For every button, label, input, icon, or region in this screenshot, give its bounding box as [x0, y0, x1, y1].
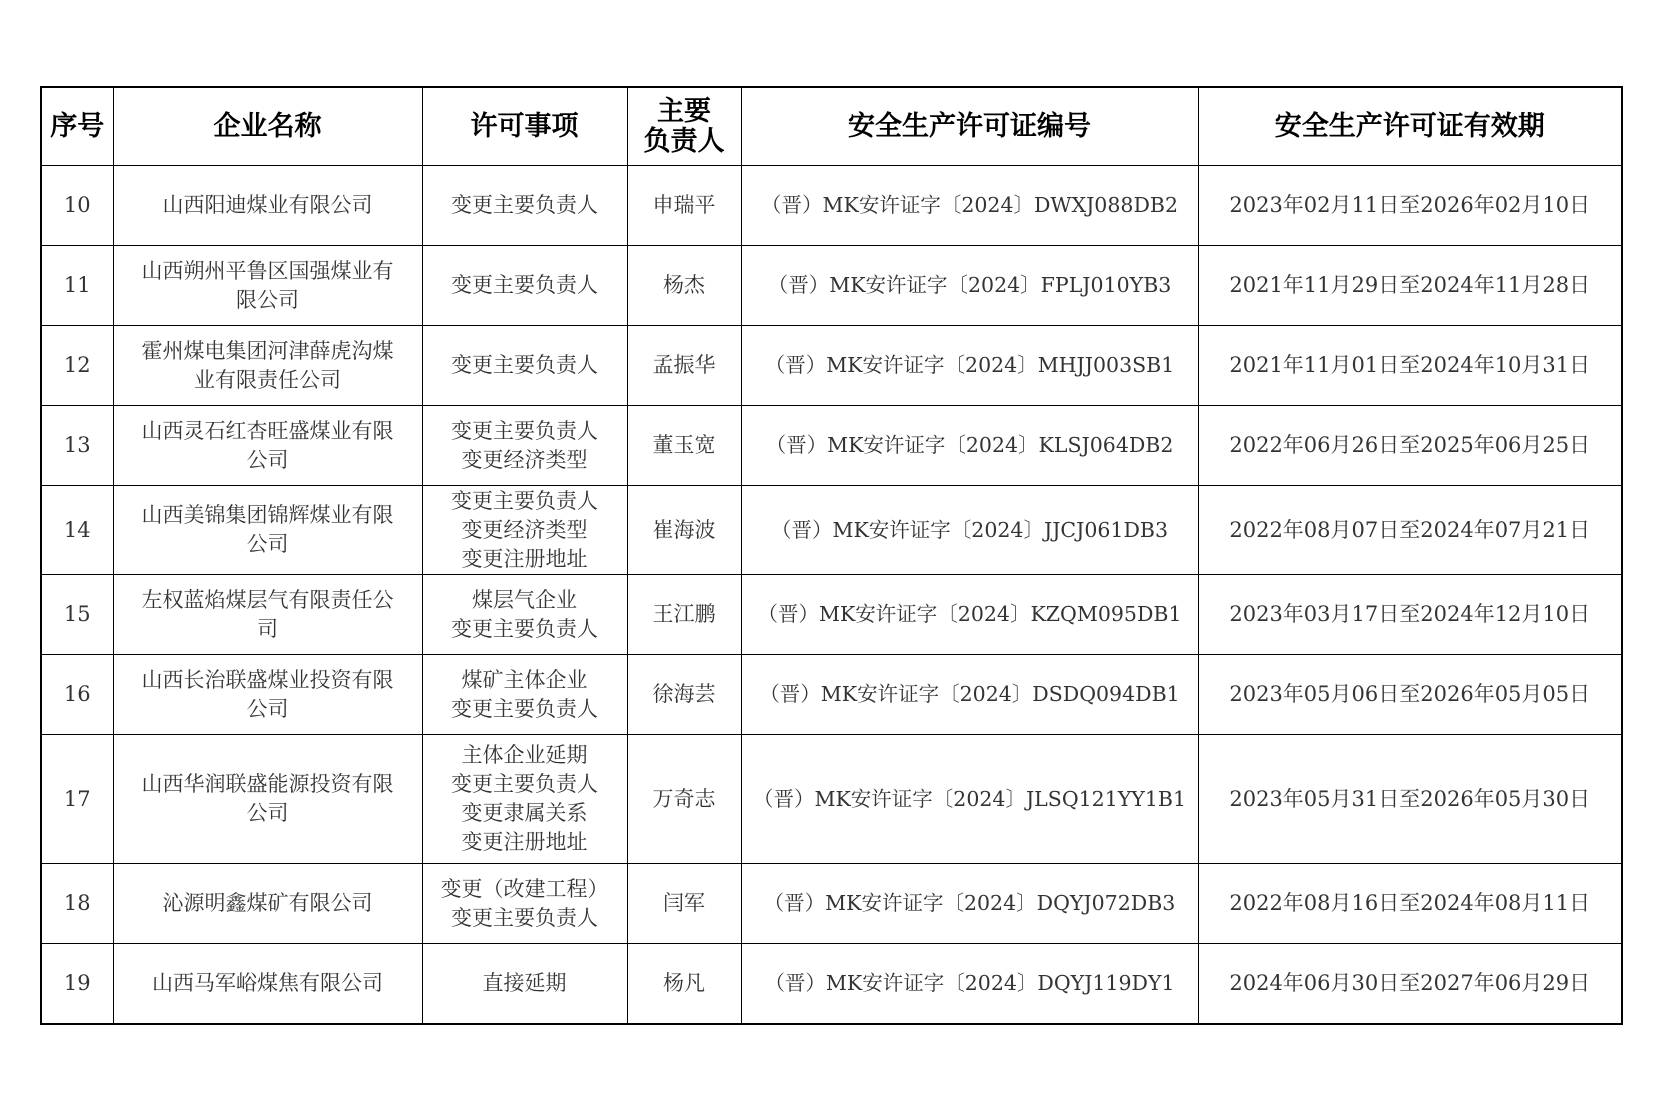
cell-valid: 2023年05月06日至2026年05月05日	[1198, 655, 1622, 735]
cell-item: 变更（改建工程） 变更主要负责人	[422, 864, 627, 944]
cell-company: 山西长治联盛煤业投资有限 公司	[113, 655, 422, 735]
table-row	[41, 486, 1622, 575]
cell-cert: （晋）MK安许证字〔2024〕KLSJ064DB2	[741, 406, 1198, 486]
header-valid: 安全生产许可证有效期	[1198, 87, 1622, 166]
table-row	[41, 406, 1622, 486]
cell-no: 14	[41, 486, 113, 575]
cell-no: 10	[41, 166, 113, 246]
cell-valid: 2023年05月31日至2026年05月30日	[1198, 735, 1622, 864]
cell-company: 左权蓝焰煤层气有限责任公 司	[113, 575, 422, 655]
cell-item: 直接延期	[422, 944, 627, 1025]
table-row	[41, 166, 1622, 246]
cell-item: 主体企业延期 变更主要负责人 变更隶属关系 变更注册地址	[422, 735, 627, 864]
table-row	[41, 575, 1622, 655]
cell-company: 沁源明鑫煤矿有限公司	[113, 864, 422, 944]
cell-valid: 2022年08月07日至2024年07月21日	[1198, 486, 1622, 575]
cell-item: 煤矿主体企业 变更主要负责人	[422, 655, 627, 735]
cell-valid: 2021年11月01日至2024年10月31日	[1198, 326, 1622, 406]
table-row	[41, 944, 1622, 1025]
header-cert: 安全生产许可证编号	[741, 87, 1198, 166]
header-person: 主要 负责人	[627, 87, 741, 166]
cell-company: 山西马军峪煤焦有限公司	[113, 944, 422, 1025]
header-company: 企业名称	[113, 87, 422, 166]
cell-item: 变更主要负责人 变更经济类型 变更注册地址	[422, 486, 627, 575]
table-row	[41, 246, 1622, 326]
permit-table	[40, 86, 1623, 1025]
table-row	[41, 655, 1622, 735]
header-row	[41, 87, 1622, 166]
cell-cert: （晋）MK安许证字〔2024〕DSDQ094DB1	[741, 655, 1198, 735]
table-row	[41, 864, 1622, 944]
header-item: 许可事项	[422, 87, 627, 166]
cell-item: 变更主要负责人 变更经济类型	[422, 406, 627, 486]
cell-valid: 2023年02月11日至2026年02月10日	[1198, 166, 1622, 246]
cell-valid: 2022年06月26日至2025年06月25日	[1198, 406, 1622, 486]
cell-person: 王江鹏	[627, 575, 741, 655]
cell-no: 15	[41, 575, 113, 655]
cell-cert: （晋）MK安许证字〔2024〕KZQM095DB1	[741, 575, 1198, 655]
cell-valid: 2022年08月16日至2024年08月11日	[1198, 864, 1622, 944]
cell-item: 煤层气企业 变更主要负责人	[422, 575, 627, 655]
table-row	[41, 735, 1622, 864]
cell-person: 孟振华	[627, 326, 741, 406]
cell-cert: （晋）MK安许证字〔2024〕JJCJ061DB3	[741, 486, 1198, 575]
cell-person: 崔海波	[627, 486, 741, 575]
cell-no: 11	[41, 246, 113, 326]
cell-person: 杨凡	[627, 944, 741, 1025]
cell-company: 山西灵石红杏旺盛煤业有限 公司	[113, 406, 422, 486]
cell-no: 19	[41, 944, 113, 1025]
cell-person: 徐海芸	[627, 655, 741, 735]
cell-person: 闫军	[627, 864, 741, 944]
cell-person: 万奇志	[627, 735, 741, 864]
cell-cert: （晋）MK安许证字〔2024〕JLSQ121YY1B1	[741, 735, 1198, 864]
header-no: 序号	[41, 87, 113, 166]
cell-cert: （晋）MK安许证字〔2024〕DWXJ088DB2	[741, 166, 1198, 246]
cell-person: 申瑞平	[627, 166, 741, 246]
cell-no: 16	[41, 655, 113, 735]
cell-no: 12	[41, 326, 113, 406]
cell-item: 变更主要负责人	[422, 166, 627, 246]
cell-item: 变更主要负责人	[422, 326, 627, 406]
cell-cert: （晋）MK安许证字〔2024〕FPLJ010YB3	[741, 246, 1198, 326]
cell-item: 变更主要负责人	[422, 246, 627, 326]
cell-no: 13	[41, 406, 113, 486]
cell-company: 山西阳迪煤业有限公司	[113, 166, 422, 246]
table-row	[41, 326, 1622, 406]
cell-company: 山西华润联盛能源投资有限 公司	[113, 735, 422, 864]
cell-valid: 2024年06月30日至2027年06月29日	[1198, 944, 1622, 1025]
cell-cert: （晋）MK安许证字〔2024〕MHJJ003SB1	[741, 326, 1198, 406]
cell-valid: 2021年11月29日至2024年11月28日	[1198, 246, 1622, 326]
cell-company: 山西朔州平鲁区国强煤业有 限公司	[113, 246, 422, 326]
cell-person: 杨杰	[627, 246, 741, 326]
cell-cert: （晋）MK安许证字〔2024〕DQYJ119DY1	[741, 944, 1198, 1025]
cell-valid: 2023年03月17日至2024年12月10日	[1198, 575, 1622, 655]
cell-company: 霍州煤电集团河津薛虎沟煤 业有限责任公司	[113, 326, 422, 406]
cell-cert: （晋）MK安许证字〔2024〕DQYJ072DB3	[741, 864, 1198, 944]
cell-no: 17	[41, 735, 113, 864]
cell-person: 董玉宽	[627, 406, 741, 486]
cell-no: 18	[41, 864, 113, 944]
cell-company: 山西美锦集团锦辉煤业有限 公司	[113, 486, 422, 575]
